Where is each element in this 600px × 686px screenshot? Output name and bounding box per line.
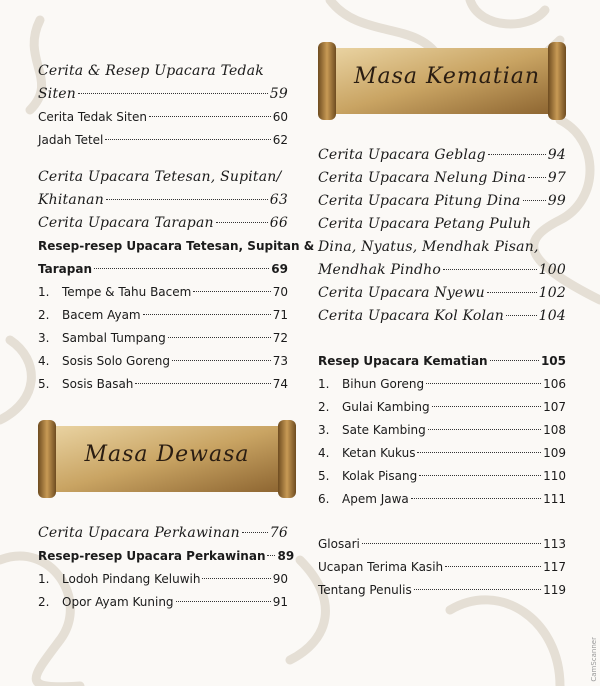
page-number: 119	[543, 583, 566, 597]
entry-title: Kolak Pisang	[342, 469, 418, 483]
item-number: 5.	[38, 377, 50, 391]
entry-title: Cerita Upacara Kol Kolan	[318, 308, 504, 324]
dot-leader	[106, 199, 268, 200]
dot-leader	[78, 93, 268, 94]
dot-leader	[528, 177, 546, 178]
appendix-list	[318, 533, 566, 602]
toc-entry[interactable]	[318, 190, 566, 213]
page-number: 70	[272, 285, 288, 299]
dot-leader	[202, 578, 270, 579]
toc-entry[interactable]	[318, 465, 566, 488]
dot-leader	[414, 589, 541, 590]
entry-title: Apem Jawa	[342, 492, 409, 506]
entry-title: Ucapan Terima Kasih	[318, 560, 444, 574]
dot-leader	[168, 337, 271, 338]
recipe-list	[38, 281, 288, 396]
item-number: 1.	[38, 572, 50, 586]
page-number: 97	[547, 170, 566, 186]
toc-entry[interactable]	[38, 373, 288, 396]
toc-entry[interactable]: Jadah Tetel 62	[38, 133, 288, 147]
item-number: 1.	[38, 285, 50, 299]
dot-leader	[143, 314, 271, 315]
item-number: 4.	[38, 354, 50, 368]
toc-entry[interactable]	[318, 533, 566, 556]
toc-entry[interactable]	[318, 579, 566, 602]
dot-leader	[176, 601, 271, 602]
dot-leader	[149, 116, 271, 117]
entry-title: Sambal Tumpang	[62, 331, 166, 345]
toc-entry[interactable]: Cerita Tedak Siten 60	[38, 110, 288, 124]
page-number: 91	[272, 595, 288, 609]
banner-title: Masa Kematian	[353, 64, 541, 89]
page-number: 94	[547, 147, 566, 163]
story-list	[318, 144, 566, 213]
toc-entry[interactable]	[38, 281, 288, 304]
left-column	[38, 60, 315, 614]
toc-entry[interactable]: Resep-resep Upacara Perkawinan 89	[38, 549, 295, 563]
page-number: 73	[272, 354, 288, 368]
dot-leader	[428, 429, 541, 430]
toc-entry[interactable]: Cerita Upacara Tetesan, Supitan/ Khitanan 63	[38, 169, 288, 208]
toc-entry[interactable]	[318, 144, 566, 167]
page-number: 111	[543, 492, 566, 506]
dot-leader	[172, 360, 271, 361]
toc-entry[interactable]	[318, 373, 566, 396]
entry-title: Sate Kambing	[342, 423, 426, 437]
toc-entry[interactable]	[38, 327, 288, 350]
toc-entry[interactable]	[318, 442, 566, 465]
toc-entry[interactable]	[318, 396, 566, 419]
entry-title: Glosari	[318, 537, 360, 551]
dot-leader	[487, 292, 537, 293]
item-number: 3.	[38, 331, 50, 345]
item-number: 3.	[318, 423, 330, 437]
entry-title: Bacem Ayam	[62, 308, 141, 322]
dot-leader	[411, 498, 541, 499]
entry-title: Cerita Upacara Nyewu	[318, 285, 485, 301]
page-number: 99	[547, 193, 566, 209]
recipe-list	[318, 373, 566, 511]
entry-title: Tentang Penulis	[318, 583, 412, 597]
banner-title: Masa Dewasa	[84, 442, 250, 467]
story-list	[318, 282, 566, 328]
toc-entry[interactable]: Cerita & Resep Upacara Tedak Siten 59	[38, 63, 288, 102]
page-number: 109	[543, 446, 566, 460]
entry-title: Gulai Kambing	[342, 400, 430, 414]
page-number: 110	[543, 469, 566, 483]
page-number: 102	[538, 285, 566, 301]
scanner-watermark: CamScanner	[590, 637, 598, 682]
section-banner	[318, 40, 576, 122]
item-number: 2.	[318, 400, 330, 414]
toc-entry[interactable]	[38, 568, 288, 591]
dot-leader	[432, 406, 541, 407]
section-banner	[38, 418, 296, 500]
entry-title: Sosis Basah	[62, 377, 134, 391]
toc-entry[interactable]: Cerita Upacara Tarapan 66	[38, 215, 288, 231]
page-number: 71	[272, 308, 288, 322]
item-number: 1.	[318, 377, 330, 391]
dot-leader	[193, 291, 270, 292]
dot-leader	[135, 383, 270, 384]
toc-entry[interactable]	[318, 419, 566, 442]
toc-entry[interactable]: Resep-resep Upacara Tetesan, Supitan & Tarapan 69	[38, 239, 315, 276]
toc-entry[interactable]	[38, 350, 288, 373]
entry-title: Lodoh Pindang Keluwih	[62, 572, 201, 586]
page-number: 113	[543, 537, 566, 551]
page-number: 104	[538, 308, 566, 324]
toc-entry[interactable]: Cerita Upacara Perkawinan 76	[38, 525, 288, 541]
dot-leader	[523, 200, 546, 201]
item-number: 2.	[38, 595, 50, 609]
entry-title: Tempe & Tahu Bacem	[62, 285, 192, 299]
toc-entry[interactable]	[318, 167, 566, 190]
toc-entry[interactable]	[38, 304, 288, 327]
page-number: 74	[272, 377, 288, 391]
page-number: 108	[543, 423, 566, 437]
toc-entry[interactable]	[318, 488, 566, 511]
toc-entry[interactable]: Cerita Upacara Petang Puluh Dina, Nyatus, Mendhak Pisan, Mendhak Pindho 100	[318, 216, 566, 278]
entry-title: Ketan Kukus	[342, 446, 416, 460]
item-number: 6.	[318, 492, 330, 506]
page-number: 90	[272, 572, 288, 586]
dot-leader	[362, 543, 541, 544]
dot-leader	[417, 452, 541, 453]
page-number: 72	[272, 331, 288, 345]
page-number: 107	[543, 400, 566, 414]
dot-leader	[445, 566, 541, 567]
dot-leader	[419, 475, 541, 476]
entry-title: Cerita Upacara Geblag	[318, 147, 486, 163]
page-number: 117	[543, 560, 566, 574]
dot-leader	[490, 360, 539, 361]
page-number: 106	[543, 377, 566, 391]
entry-title: Cerita Upacara Nelung Dina	[318, 170, 527, 186]
dot-leader	[105, 139, 270, 140]
entry-title: Opor Ayam Kuning	[62, 595, 174, 609]
item-number: 2.	[38, 308, 50, 322]
dot-leader	[216, 222, 268, 223]
toc-entry[interactable]	[318, 282, 566, 305]
dot-leader	[94, 268, 269, 269]
entry-title: Bihun Goreng	[342, 377, 425, 391]
dot-leader	[426, 383, 541, 384]
dot-leader	[267, 555, 275, 556]
toc-entry[interactable]	[318, 305, 566, 328]
right-column	[318, 40, 566, 602]
dot-leader	[506, 315, 537, 316]
dot-leader	[443, 269, 537, 270]
recipe-list	[38, 568, 288, 614]
toc-entry[interactable]	[38, 591, 288, 614]
dot-leader	[242, 532, 268, 533]
item-number: 5.	[318, 469, 330, 483]
entry-title: Cerita Upacara Pitung Dina	[318, 193, 521, 209]
toc-entry[interactable]: Resep Upacara Kematian 105	[318, 354, 566, 368]
item-number: 4.	[318, 446, 330, 460]
entry-title: Sosis Solo Goreng	[62, 354, 170, 368]
dot-leader	[488, 154, 546, 155]
toc-entry[interactable]	[318, 556, 566, 579]
